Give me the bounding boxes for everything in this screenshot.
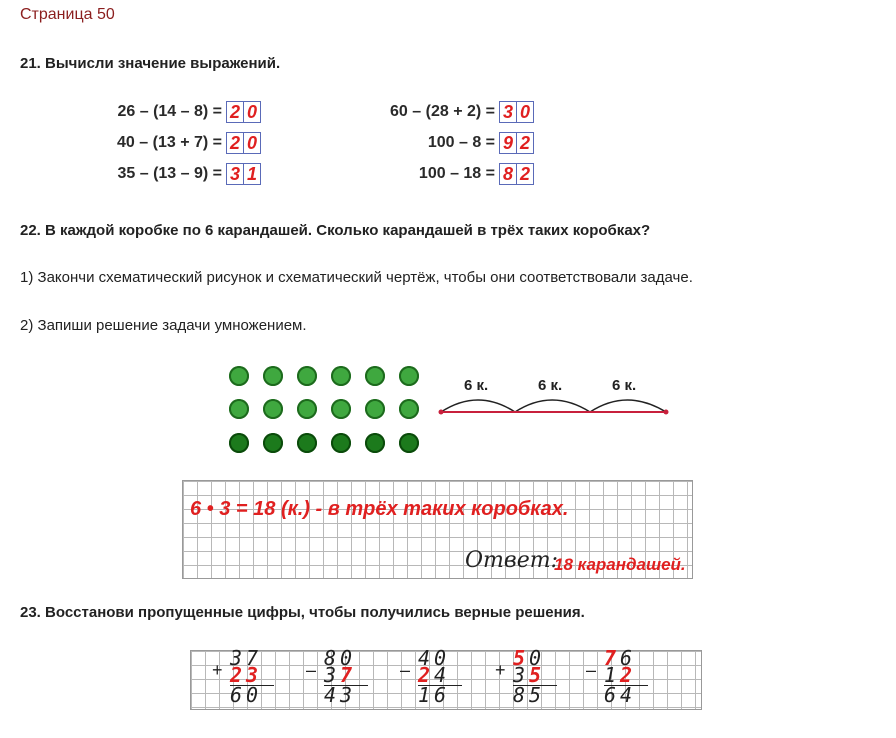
expression-text: 100 – 8 =	[427, 134, 495, 152]
segment-label: 6 к.	[612, 377, 637, 394]
expression-text: 100 – 18 =	[418, 165, 495, 183]
pencil-dot	[399, 433, 419, 453]
expression-row	[359, 132, 533, 163]
pencil-dot	[229, 366, 249, 386]
segment-label: 6 к.	[538, 377, 563, 394]
pencil-dot	[331, 366, 351, 386]
operation-sign: –	[306, 660, 317, 680]
segment-arc	[441, 400, 515, 412]
expression-row	[359, 163, 533, 194]
answer-box	[499, 163, 533, 185]
task-22-step-1: 1) Закончи схематический рисунок и схематический чертёж, чтобы они соответствовали задаче.	[20, 269, 693, 286]
second-number	[324, 663, 368, 687]
expression-row	[86, 132, 260, 163]
segment-arc	[515, 400, 590, 412]
digit: 0	[340, 646, 357, 670]
digit: 6	[230, 683, 247, 707]
digit: 0	[434, 646, 451, 670]
digit: 4	[434, 663, 451, 687]
digit: 6	[604, 683, 621, 707]
pencil-dot	[365, 399, 385, 419]
task-23-title: 23. Восстанови пропущенные цифры, чтобы получились верные решения.	[20, 604, 585, 621]
digit: 3	[246, 663, 263, 687]
digit: 5	[529, 683, 546, 707]
answer-box	[226, 132, 260, 154]
digit: 4	[324, 683, 341, 707]
expression-text: 26 – (14 – 8) =	[117, 103, 222, 121]
operation-sign: +	[495, 660, 506, 680]
digit: 7	[604, 646, 621, 670]
answer-box	[499, 101, 533, 123]
digit: 3	[513, 663, 530, 687]
column-problem	[418, 646, 462, 707]
answer-digit: 2	[226, 101, 244, 123]
digit: 8	[513, 683, 530, 707]
pencil-dot	[365, 366, 385, 386]
expression-text: 35 – (13 – 9) =	[117, 165, 222, 183]
answer-digit: 2	[516, 132, 534, 154]
second-number	[604, 663, 648, 687]
pencil-dot	[399, 366, 419, 386]
digit: 4	[418, 646, 435, 670]
pencil-dots-figure	[226, 363, 426, 463]
digit: 5	[513, 646, 530, 670]
digit: 3	[230, 646, 247, 670]
answer-digit: 3	[226, 163, 244, 185]
task-21-title: 21. Вычисли значение выражений.	[20, 55, 281, 72]
segment-arc	[590, 400, 666, 412]
digit: 0	[246, 683, 263, 707]
answer-value: 18 карандашей.	[554, 555, 686, 574]
result-number	[604, 683, 648, 707]
digit: 1	[604, 663, 621, 687]
result-number	[324, 683, 368, 707]
answer-box	[226, 163, 260, 185]
pencil-dot	[263, 399, 283, 419]
answer-digit: 0	[243, 132, 261, 154]
digit: 2	[418, 663, 435, 687]
digit: 4	[620, 683, 637, 707]
answer-digit: 3	[499, 101, 517, 123]
pencil-dot	[297, 366, 317, 386]
segment-label: 6 к.	[464, 377, 489, 394]
result-number	[513, 683, 557, 707]
answer-box	[499, 132, 533, 154]
digit: 3	[340, 683, 357, 707]
column-problem	[513, 646, 557, 707]
digit: 5	[529, 663, 546, 687]
column-problem	[604, 646, 648, 707]
segment-diagram	[436, 368, 676, 424]
page-title: Страница 50	[20, 6, 115, 23]
digit: 2	[620, 663, 637, 687]
digit: 0	[529, 646, 546, 670]
pencil-dot	[297, 399, 317, 419]
answer-label: Ответ:	[465, 548, 558, 573]
second-number	[418, 663, 462, 687]
digit: 3	[324, 663, 341, 687]
digit: 7	[340, 663, 357, 687]
pencil-dot	[399, 399, 419, 419]
digit: 2	[230, 663, 247, 687]
pencil-dot	[263, 366, 283, 386]
result-number	[418, 683, 462, 707]
segment-endpoint	[439, 410, 444, 415]
expression-row	[86, 101, 260, 132]
expression-text: 60 – (28 + 2) =	[390, 103, 495, 121]
solution-text: 6 • 3 = 18 (к.) - в трёх таких коробках.	[190, 498, 569, 520]
pencil-dot	[229, 399, 249, 419]
digit: 6	[434, 683, 451, 707]
answer-digit: 0	[243, 101, 261, 123]
pencil-dot	[331, 433, 351, 453]
pencil-dot	[297, 433, 317, 453]
task-21-left-column	[86, 101, 260, 194]
second-number	[513, 663, 557, 687]
operation-sign: –	[400, 660, 411, 680]
column-problem	[230, 646, 274, 707]
answer-digit: 1	[243, 163, 261, 185]
pencil-dot	[331, 399, 351, 419]
second-number	[230, 663, 274, 687]
operation-sign: –	[586, 660, 597, 680]
expression-row	[359, 101, 533, 132]
answer-box	[226, 101, 260, 123]
result-number	[230, 683, 274, 707]
answer-digit: 2	[516, 163, 534, 185]
answer-digit: 2	[226, 132, 244, 154]
digit: 6	[620, 646, 637, 670]
pencil-dot	[365, 433, 385, 453]
digit: 1	[418, 683, 435, 707]
segment-endpoint	[664, 410, 669, 415]
answer-digit: 0	[516, 101, 534, 123]
pencil-dot	[229, 433, 249, 453]
column-problem	[324, 646, 368, 707]
pencil-dot	[263, 433, 283, 453]
task-22-title: 22. В каждой коробке по 6 карандашей. Сколько карандашей в трёх таких коробках?	[20, 222, 651, 239]
digit: 7	[246, 646, 263, 670]
task-22-step-2: 2) Запиши решение задачи умножением.	[20, 317, 307, 334]
digit: 8	[324, 646, 341, 670]
answer-digit: 9	[499, 132, 517, 154]
answer-digit: 8	[499, 163, 517, 185]
task-21-right-column	[359, 101, 533, 194]
expression-text: 40 – (13 + 7) =	[117, 134, 222, 152]
expression-row	[86, 163, 260, 194]
operation-sign: +	[212, 660, 223, 680]
